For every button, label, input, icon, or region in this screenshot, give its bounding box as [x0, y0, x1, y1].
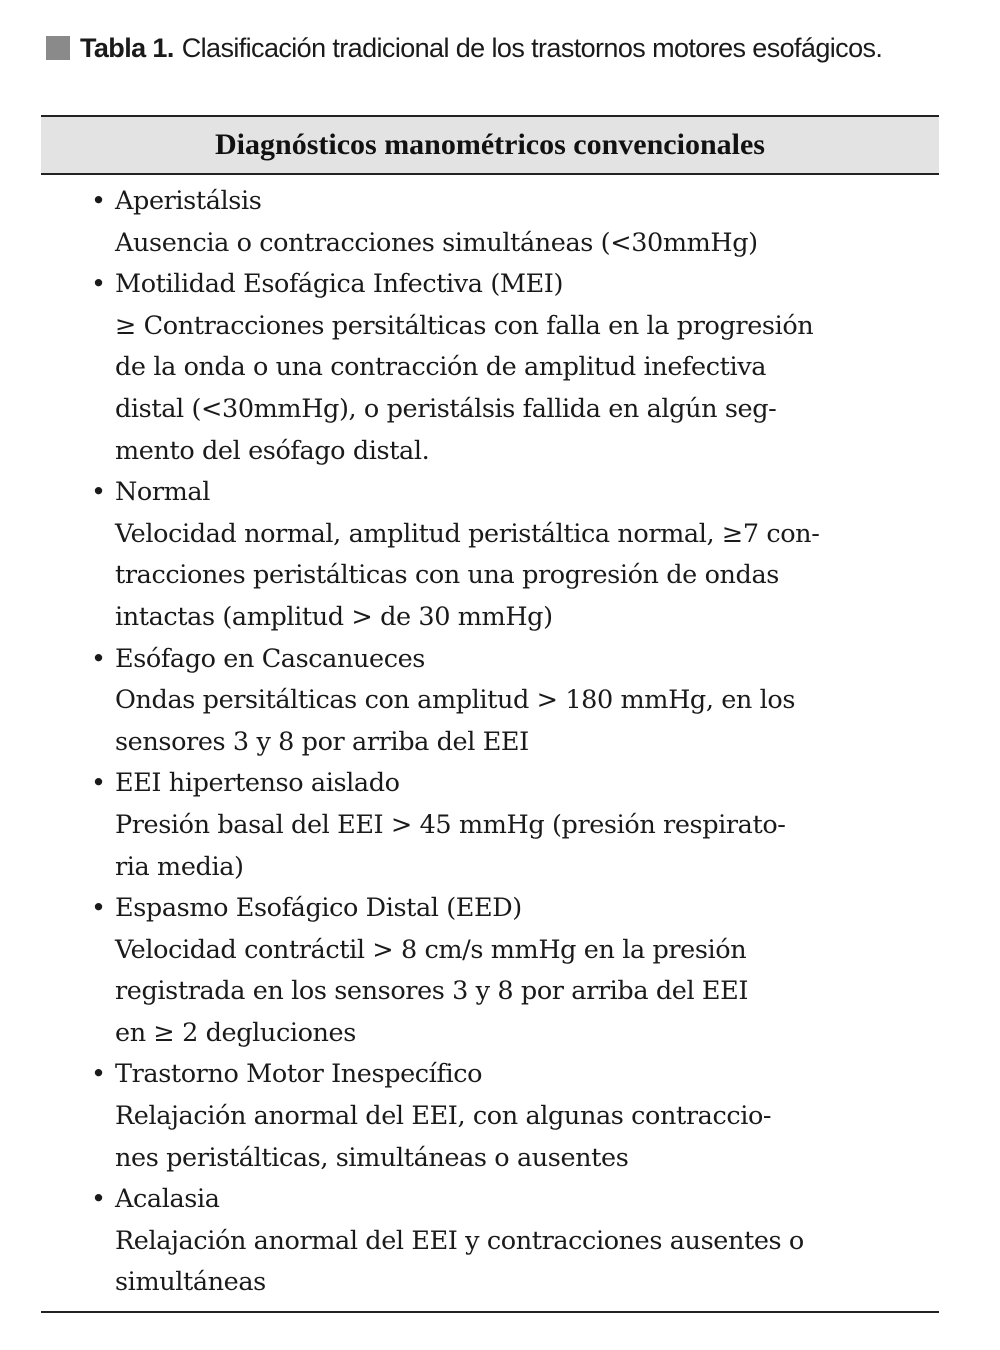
- diagnosis-description-line: sensores 3 y 8 por arriba del EEI: [115, 726, 529, 757]
- diagnosis-title: Trastorno Motor Inespecífico: [115, 1059, 483, 1090]
- diagnosis-item: [41, 181, 939, 264]
- diagnosis-title: Acalasia: [115, 1184, 220, 1215]
- bullet-icon: •: [91, 269, 106, 300]
- bullet-icon: •: [91, 1184, 106, 1215]
- diagnosis-item: [41, 264, 939, 472]
- diagnosis-description-line: simultáneas: [115, 1267, 266, 1298]
- diagnosis-item: [41, 763, 939, 888]
- table-bottom-rule: [41, 1311, 939, 1313]
- bullet-icon: •: [91, 477, 106, 508]
- caption-label: Tabla 1.: [80, 32, 174, 63]
- bullet-icon: •: [91, 768, 106, 799]
- diagnosis-description-line: Velocidad normal, amplitud peristáltica normal, ≥7 con-: [115, 518, 820, 549]
- diagnosis-description-line: ria media): [115, 851, 244, 882]
- diagnosis-description-line: de la onda o una contracción de amplitud inefectiva: [115, 352, 767, 383]
- diagnosis-description-line: Velocidad contráctil > 8 cm/s mmHg en la presión: [115, 934, 747, 965]
- diagnosis-title: Normal: [115, 477, 210, 508]
- diagnosis-description-line: registrada en los sensores 3 y 8 por arriba del EEI: [115, 976, 749, 1007]
- diagnosis-item: [41, 888, 939, 1054]
- bullet-icon: •: [91, 1059, 106, 1090]
- diagnosis-title: Esófago en Cascanueces: [115, 643, 425, 674]
- caption-square-icon: [46, 36, 70, 60]
- diagnosis-description-line: en ≥ 2 degluciones: [115, 1017, 356, 1048]
- diagnosis-description-line: intactas (amplitud > de 30 mmHg): [115, 601, 553, 632]
- diagnosis-description-line: distal (<30mmHg), o peristálsis fallida en algún seg-: [115, 393, 777, 424]
- diagnosis-title: Motilidad Esofágica Infectiva (MEI): [115, 269, 564, 300]
- classification-table: [41, 115, 939, 1313]
- diagnosis-description-line: Ondas persitálticas con amplitud > 180 mmHg, en los: [115, 685, 796, 716]
- diagnosis-title: EEI hipertenso aislado: [115, 768, 400, 799]
- caption-text: Clasificación tradicional de los trastornos motores esofágicos.: [181, 32, 883, 63]
- diagnosis-title: Espasmo Esofágico Distal (EED): [115, 893, 522, 924]
- diagnosis-description-line: tracciones peristálticas con una progresión de ondas: [115, 560, 779, 591]
- diagnosis-description-line: nes peristálticas, simultáneas o ausentes: [115, 1142, 629, 1173]
- table-caption: [46, 30, 882, 66]
- diagnosis-item: [41, 639, 939, 764]
- table-header: Diagnósticos manométricos convencionales: [41, 115, 939, 175]
- bullet-icon: •: [91, 643, 106, 674]
- diagnosis-description-line: Relajación anormal del EEI y contracciones ausentes o: [115, 1225, 804, 1256]
- bullet-icon: •: [91, 186, 106, 216]
- diagnosis-description-line: ≥ Contracciones persitálticas con falla en la progresión: [115, 310, 814, 341]
- diagnosis-list: [41, 175, 939, 1304]
- diagnosis-description-line: Relajación anormal del EEI, con algunas contraccio-: [115, 1101, 772, 1132]
- diagnosis-item: [41, 1179, 939, 1304]
- diagnosis-description-line: Presión basal del EEI > 45 mmHg (presión respirato-: [115, 809, 786, 840]
- diagnosis-title: Aperistálsis: [115, 186, 262, 216]
- diagnosis-description-line: Ausencia o contracciones simultáneas (<30mmHg): [115, 227, 758, 258]
- diagnosis-description-line: mento del esófago distal.: [115, 435, 430, 466]
- bullet-icon: •: [91, 893, 106, 924]
- diagnosis-item: [41, 472, 939, 638]
- diagnosis-item: [41, 1054, 939, 1179]
